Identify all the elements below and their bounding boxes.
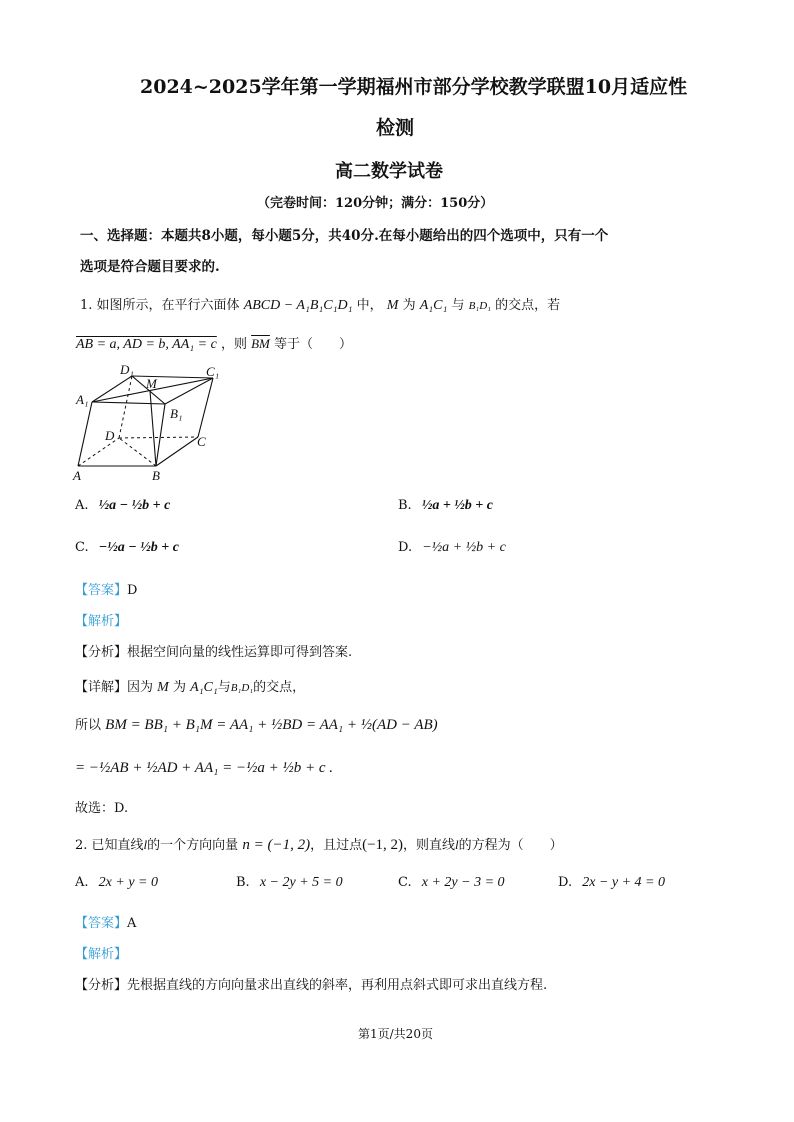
edge-b-c (156, 437, 198, 466)
q2-stem-l2: l (455, 837, 459, 852)
label-m: M (146, 376, 157, 391)
q1-option-c-label: C. (75, 540, 89, 555)
q1-option-d-label: D. (398, 540, 413, 555)
q1-solution-prefix: 所以 (75, 718, 102, 733)
q1-xiangjie-prefix: 因为 (127, 680, 154, 695)
section-heading-line2: 选项是符合题目要求的. (80, 259, 220, 275)
q2-answer-tag: 【答案】 (75, 916, 128, 931)
q2-option-a-label: A. (75, 875, 89, 890)
q1-answer (75, 579, 137, 598)
q1-xiangjie-with: 与 (217, 680, 231, 695)
q2-option-a (75, 875, 158, 891)
seg-m-b (150, 391, 156, 466)
q1-given-math: AB = a, AD = b, AA₁ = c (76, 337, 217, 352)
q1-xiangjie-end: 的交点， (253, 680, 306, 695)
label-a1: A₁ (76, 392, 89, 407)
q1-analysis-tag: 【解析】 (75, 614, 128, 629)
q2-option-d-label: D. (558, 875, 573, 890)
q2-option-a-text: 2x + y = 0 (98, 875, 158, 890)
q2-stem (75, 834, 563, 854)
q1-stem-m: M (386, 298, 399, 313)
q1-fenxi (75, 641, 352, 660)
q1-stem-solid: ABCD − A₁B₁C₁D₁ (243, 298, 353, 313)
hidden-edge-d-c (119, 437, 198, 438)
page-title-line1: 2024~2025学年第一学期福州市部分学校教学联盟10月适应性 (140, 76, 688, 98)
q1-stem-b1d1: B₁D₁ (468, 300, 491, 312)
q1-xiangjie (75, 676, 305, 696)
label-a: A (73, 468, 81, 483)
q1-option-b-label: B. (398, 498, 412, 513)
page-title-line2: 检测 (376, 117, 415, 139)
q1-solution-line1 (75, 714, 438, 734)
q1-stem-mid: 中， (356, 298, 383, 313)
q2-option-b-text: x − 2y + 5 = 0 (259, 875, 343, 890)
label-b: B (152, 468, 160, 483)
q1-xiangjie-m: M (157, 680, 169, 695)
q2-fenxi-tag: 【分析】 (75, 978, 128, 993)
q1-option-c (75, 540, 179, 556)
edge-b-b1 (156, 404, 165, 466)
q1-answer-value: D (127, 583, 138, 598)
edge-d1-c1 (132, 376, 213, 378)
q1-stem-mid2: 为 (402, 298, 416, 313)
q1-stem-with: 与 (451, 298, 465, 313)
q1-fenxi-text: 根据空间向量的线性运算即可得到答案. (127, 645, 353, 660)
q2-option-d-text: 2x − y + 4 = 0 (582, 875, 666, 890)
label-c: C (197, 434, 206, 449)
label-d1: D₁ (120, 362, 134, 377)
q1-solution-math1: BM = BB₁ + B₁M = AA₁ + ½BD = AA₁ + ½(AD − AB) (105, 717, 438, 733)
q1-stem-a1c1: A₁C₁ (419, 298, 448, 313)
q1-xiangjie-b1d1: B₁D₁ (230, 682, 254, 694)
q2-option-b (236, 875, 343, 891)
q1-option-b-text: ½a + ½b + c (421, 498, 493, 513)
q1-stem (80, 294, 560, 314)
parallelepiped-figure (70, 362, 230, 486)
label-c1: C₁ (206, 364, 220, 379)
q1-ask-end: 等于（ ） (274, 337, 353, 352)
q1-solution-math2: = −½AB + ½AD + AA₁ = −½a + ½b + c . (75, 760, 333, 776)
q1-option-a-text: ½a − ½b + c (98, 498, 171, 513)
q1-option-b (398, 498, 493, 514)
q2-option-d (558, 875, 665, 891)
edge-c-c1 (198, 378, 213, 437)
q2-option-b-label: B. (236, 875, 250, 890)
q2-stem-mid3: ，则直线 (403, 838, 456, 853)
q2-option-c-label: C. (398, 875, 412, 890)
q1-stem-prefix: 1. 如图所示，在平行六面体 (80, 298, 240, 313)
q2-fenxi-text: 先根据直线的方向向量求出直线的斜率，再利用点斜式即可求出直线方程. (127, 978, 548, 993)
q1-choose: 故选：D. (75, 801, 129, 816)
q1-xiangjie-mid: 为 (172, 680, 186, 695)
q2-stem-l: l (143, 837, 148, 852)
edge-b1-a1 (92, 402, 165, 404)
q1-ask-vec: $\overline{BM}$ (251, 336, 270, 351)
q1-option-a-label: A. (75, 498, 89, 513)
q2-stem-point: (−1, 2) (362, 837, 404, 853)
exam-info: （完卷时间：120分钟；满分：150分） (257, 196, 494, 211)
q2-stem-vec: n = (−1, 2) (242, 837, 311, 853)
q2-stem-mid: 的一个方向向量 (147, 838, 239, 853)
q1-option-a (75, 498, 170, 514)
label-b1: B₁ (170, 406, 183, 421)
q2-stem-prefix: 2. 已知直线 (75, 838, 144, 853)
section-heading-line1: 一、选择题：本题共8小题，每小题5分，共40分.在每小题给出的四个选项中，只有一个 (80, 228, 609, 244)
hidden-diag-b-d (119, 438, 156, 466)
q2-fenxi (75, 974, 547, 993)
q1-xiangjie-a1c1: A₁C₁ (190, 680, 218, 695)
q1-option-c-text: −½a − ½b + c (98, 540, 179, 555)
page-number: 第1页/共20页 (358, 1027, 433, 1041)
q1-given (76, 333, 352, 353)
q1-ask: ，则 (220, 337, 247, 352)
label-d: D (105, 428, 115, 443)
q1-stem-end: 的交点，若 (495, 298, 561, 313)
q2-answer-value: A (127, 916, 137, 931)
q2-option-c-text: x + 2y − 3 = 0 (421, 875, 505, 890)
q1-option-d-text: −½a + ½b + c (422, 540, 506, 555)
hidden-edge-d-d1 (119, 376, 132, 438)
edge-c1-b1 (165, 378, 213, 404)
edge-a-a1 (78, 402, 92, 466)
q1-option-d (398, 540, 506, 556)
page-subtitle: 高二数学试卷 (335, 161, 443, 182)
q2-analysis-tag: 【解析】 (75, 947, 128, 962)
q1-fenxi-tag: 【分析】 (75, 645, 128, 660)
q2-stem-end: 的方程为（ ） (458, 838, 563, 853)
q2-answer (75, 912, 136, 931)
q2-option-c (398, 875, 505, 891)
q1-answer-tag: 【答案】 (75, 583, 128, 598)
q1-solution-line2 (75, 760, 333, 777)
q2-stem-mid2: ，且过点 (310, 838, 363, 853)
q1-xiangjie-tag: 【详解】 (75, 680, 128, 695)
